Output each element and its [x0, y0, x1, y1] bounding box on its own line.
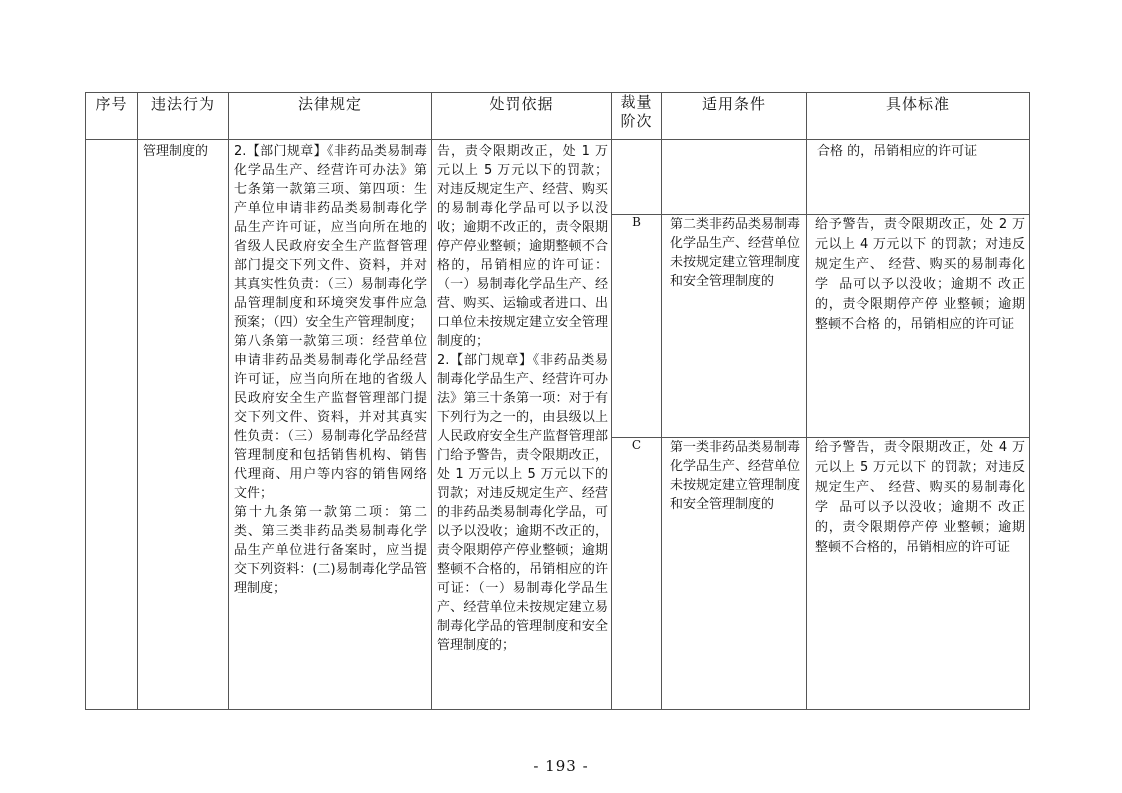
header-level-line1: 裁量: [620, 93, 653, 111]
condition-c-text: 第一类非药品类易制毒化学品生产、经营单位未按规定建立管理制度和安全管理制度的: [670, 440, 801, 512]
cell-level-b: B: [612, 215, 662, 438]
standard-c-text: 给予警告，责令限期改正，处 4 万元以上 5 万元以下 的罚款；对违反规定生产、 经营、购买的易制毒化学 品可以予以没收；逾期不 改正的，责令限期停产停 业整顿；逾期整顿不合格的，吊销相应的许可证: [815, 440, 1025, 555]
cell-condition-b: [662, 215, 807, 438]
law-text: 2.【部门规章】《非药品类易制毒化学品生产、经营许可办法》第七条第一款第三项、第四项：生产单位申请非药品类易制毒化学品生产许可证，应当向所在地的省级人民政府安全生产监督管理部门提交下列文件、资料，并对其真实性负责：（三）易制毒化学品管理制度和环境突发事件应急预案；（四）安全生产管理制度； 第八条第一款第三项：经营单位申请非药品类易制毒化学品经营许可证，应当向所在地的省级人民政府安全生产监督管理部门提交下列文件、资料，并对其真实性负责：（三）易制毒化学品经营管理制度和包括销售机构、销售代理商、用户等内容的销售网络文件； 第十九条第一款第二项：第二类、第三类非药品类易制毒化学品生产单位进行备案时，应当提交下列资料：(二)易制毒化学品管理制度；: [234, 144, 427, 596]
header-condition: 适用条件: [662, 93, 807, 140]
page-number: - 193 -: [533, 757, 589, 775]
cell-level-c: C: [612, 438, 662, 710]
header-law: 法律规定: [229, 93, 432, 140]
cell-violation: [138, 140, 229, 710]
standard-first-text: 合格 的，吊销相应的许可证: [817, 144, 978, 159]
condition-b-text: 第二类非药品类易制毒化学品生产、经营单位未按规定建立管理制度和安全管理制度的: [670, 217, 801, 289]
cell-level-first: [612, 140, 662, 215]
cell-standard-first: [807, 140, 1030, 215]
header-level: [612, 93, 662, 140]
seq-text: [86, 140, 137, 142]
header-level-line2: 阶次: [620, 112, 653, 130]
cell-law: [229, 140, 432, 710]
standard-b-text: 给予警告，责令限期改正，处 2 万元以上 4 万元以下 的罚款；对违反规定生产、 经营、购买的易制毒化学 品可以予以没收；逾期不 改正的，责令限期停产停 业整顿；逾期整顿不合格 的，吊销相应的许可证: [815, 217, 1025, 332]
table-row-tier-a: [86, 140, 1030, 215]
cell-condition-c: [662, 438, 807, 710]
violation-text: 管理制度的: [143, 144, 209, 159]
header-seq: 序号: [86, 93, 138, 140]
table-header-row: [86, 93, 1030, 140]
penalty-discretion-table: [85, 92, 1030, 710]
cell-penalty-basis: [432, 140, 612, 710]
header-violation: 违法行为: [138, 93, 229, 140]
header-standard: 具体标准: [807, 93, 1030, 140]
penalty-basis-text: 告，责令限期改正，处 1 万元以上 5 万元以下的罚款；对违反规定生产、经营、购买的易制毒化学品可以予以没收；逾期不改正的，责令限期停产停业整顿；逾期整顿不合格的，吊销相应的许可证：（一）易制毒化学品生产、经营、购买、运输或者进口、出口单位未按规定建立安全管理制度的； 2.【部门规章】《非药品类易制毒化学品生产、经营许可办法》第三十条第一项：对于有下列行为之一的，由县级以上人民政府安全生产监督管理部门给予警告，责令限期改正，处 1 万元以上 5 万元以下的罚款；对违反规定生产、经营的非药品类易制毒化学品，可以予以没收；逾期不改正的，责令限期停产停业整顿；逾期整顿不合格的，吊销相应的许可证：（一）易制毒化学品生产、经营单位未按规定建立易制毒化学品的管理制度和安全管理制度的；: [437, 144, 608, 653]
cell-standard-b: [807, 215, 1030, 438]
cell-standard-c: [807, 438, 1030, 710]
cell-condition-first: [662, 140, 807, 215]
header-penalty-basis: 处罚依据: [432, 93, 612, 140]
cell-seq: [86, 140, 138, 710]
